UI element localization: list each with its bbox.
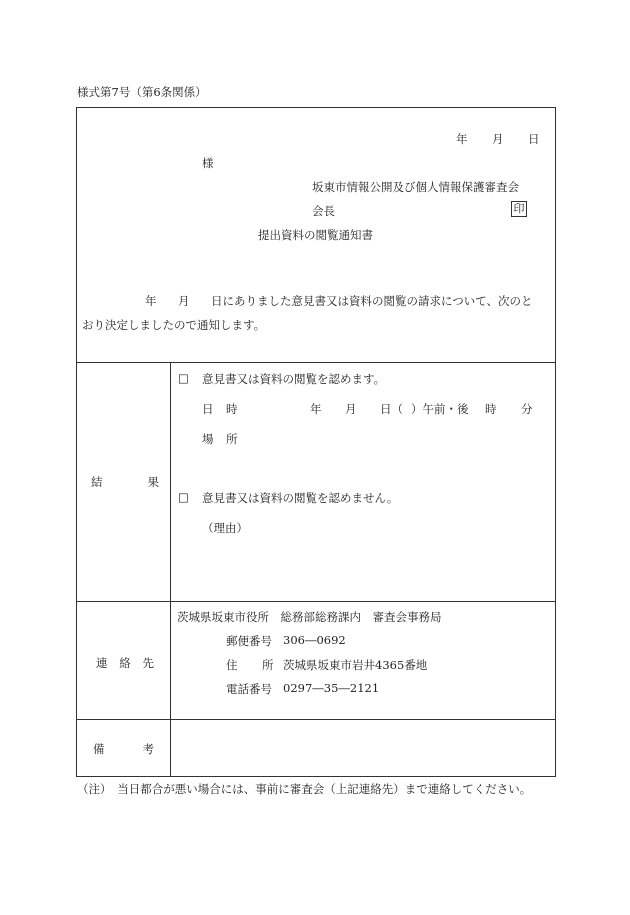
phone-value: 0297―35―2121 <box>283 681 380 695</box>
body-year: 年 <box>145 294 157 308</box>
approve-text: 意見書又は資料の閲覧を認めます。 <box>202 372 386 386</box>
divider-contact <box>76 719 556 720</box>
postal-value: 306―0692 <box>283 633 346 647</box>
deny-checkbox[interactable]: □ <box>178 490 189 504</box>
footnote: （注） 当日都合が悪い場合には、事前に審査会（上記連絡先）まで連絡してください。 <box>77 782 532 796</box>
address-value: 茨城県坂東市岩井4365番地 <box>283 658 428 672</box>
datetime-day: 日（ <box>380 402 403 416</box>
date-day: 日 <box>528 132 540 146</box>
form-id: 様式第7号（第6条関係） <box>77 85 207 99</box>
notice-title: 提出資料の閲覧通知書 <box>258 228 373 242</box>
sender-org: 坂東市情報公開及び個人情報保護審査会 <box>312 180 519 194</box>
date-month: 月 <box>492 132 504 146</box>
datetime-hour: 時 <box>485 402 497 416</box>
addressee-suffix: 様 <box>202 156 214 170</box>
approve-checkbox[interactable]: □ <box>178 371 189 385</box>
remarks-label: 備 考 <box>93 742 154 756</box>
datetime-ampm: ）午前・後 <box>411 402 469 416</box>
address-label-a: 住 <box>226 658 238 672</box>
body-line2-text: おり決定しましたので通知します。 <box>82 318 266 332</box>
postal-label: 郵便番号 <box>226 634 272 648</box>
label-column-divider <box>170 362 171 777</box>
datetime-year: 年 <box>310 402 322 416</box>
datetime-month: 月 <box>345 402 357 416</box>
reason-label: （理由） <box>202 521 248 535</box>
divider-result <box>76 601 556 602</box>
contact-label: 連 絡 先 <box>96 656 154 670</box>
deny-text: 意見書又は資料の閲覧を認めません。 <box>202 491 399 505</box>
sender-title: 会長 <box>312 204 335 218</box>
datetime-minute: 分 <box>521 402 533 416</box>
divider-header <box>76 362 556 363</box>
office-line: 茨城県坂東市役所 総務部総務課内 審査会事務局 <box>177 610 442 624</box>
phone-label: 電話番号 <box>226 682 272 696</box>
date-year: 年 <box>456 132 468 146</box>
body-line1-text: 日にありました意見書又は資料の閲覧の請求について、次のと <box>211 294 533 308</box>
body-month: 月 <box>178 294 190 308</box>
seal-mark: 印 <box>511 201 527 217</box>
result-label: 結 果 <box>91 475 159 489</box>
address-label-b: 所 <box>262 658 274 672</box>
